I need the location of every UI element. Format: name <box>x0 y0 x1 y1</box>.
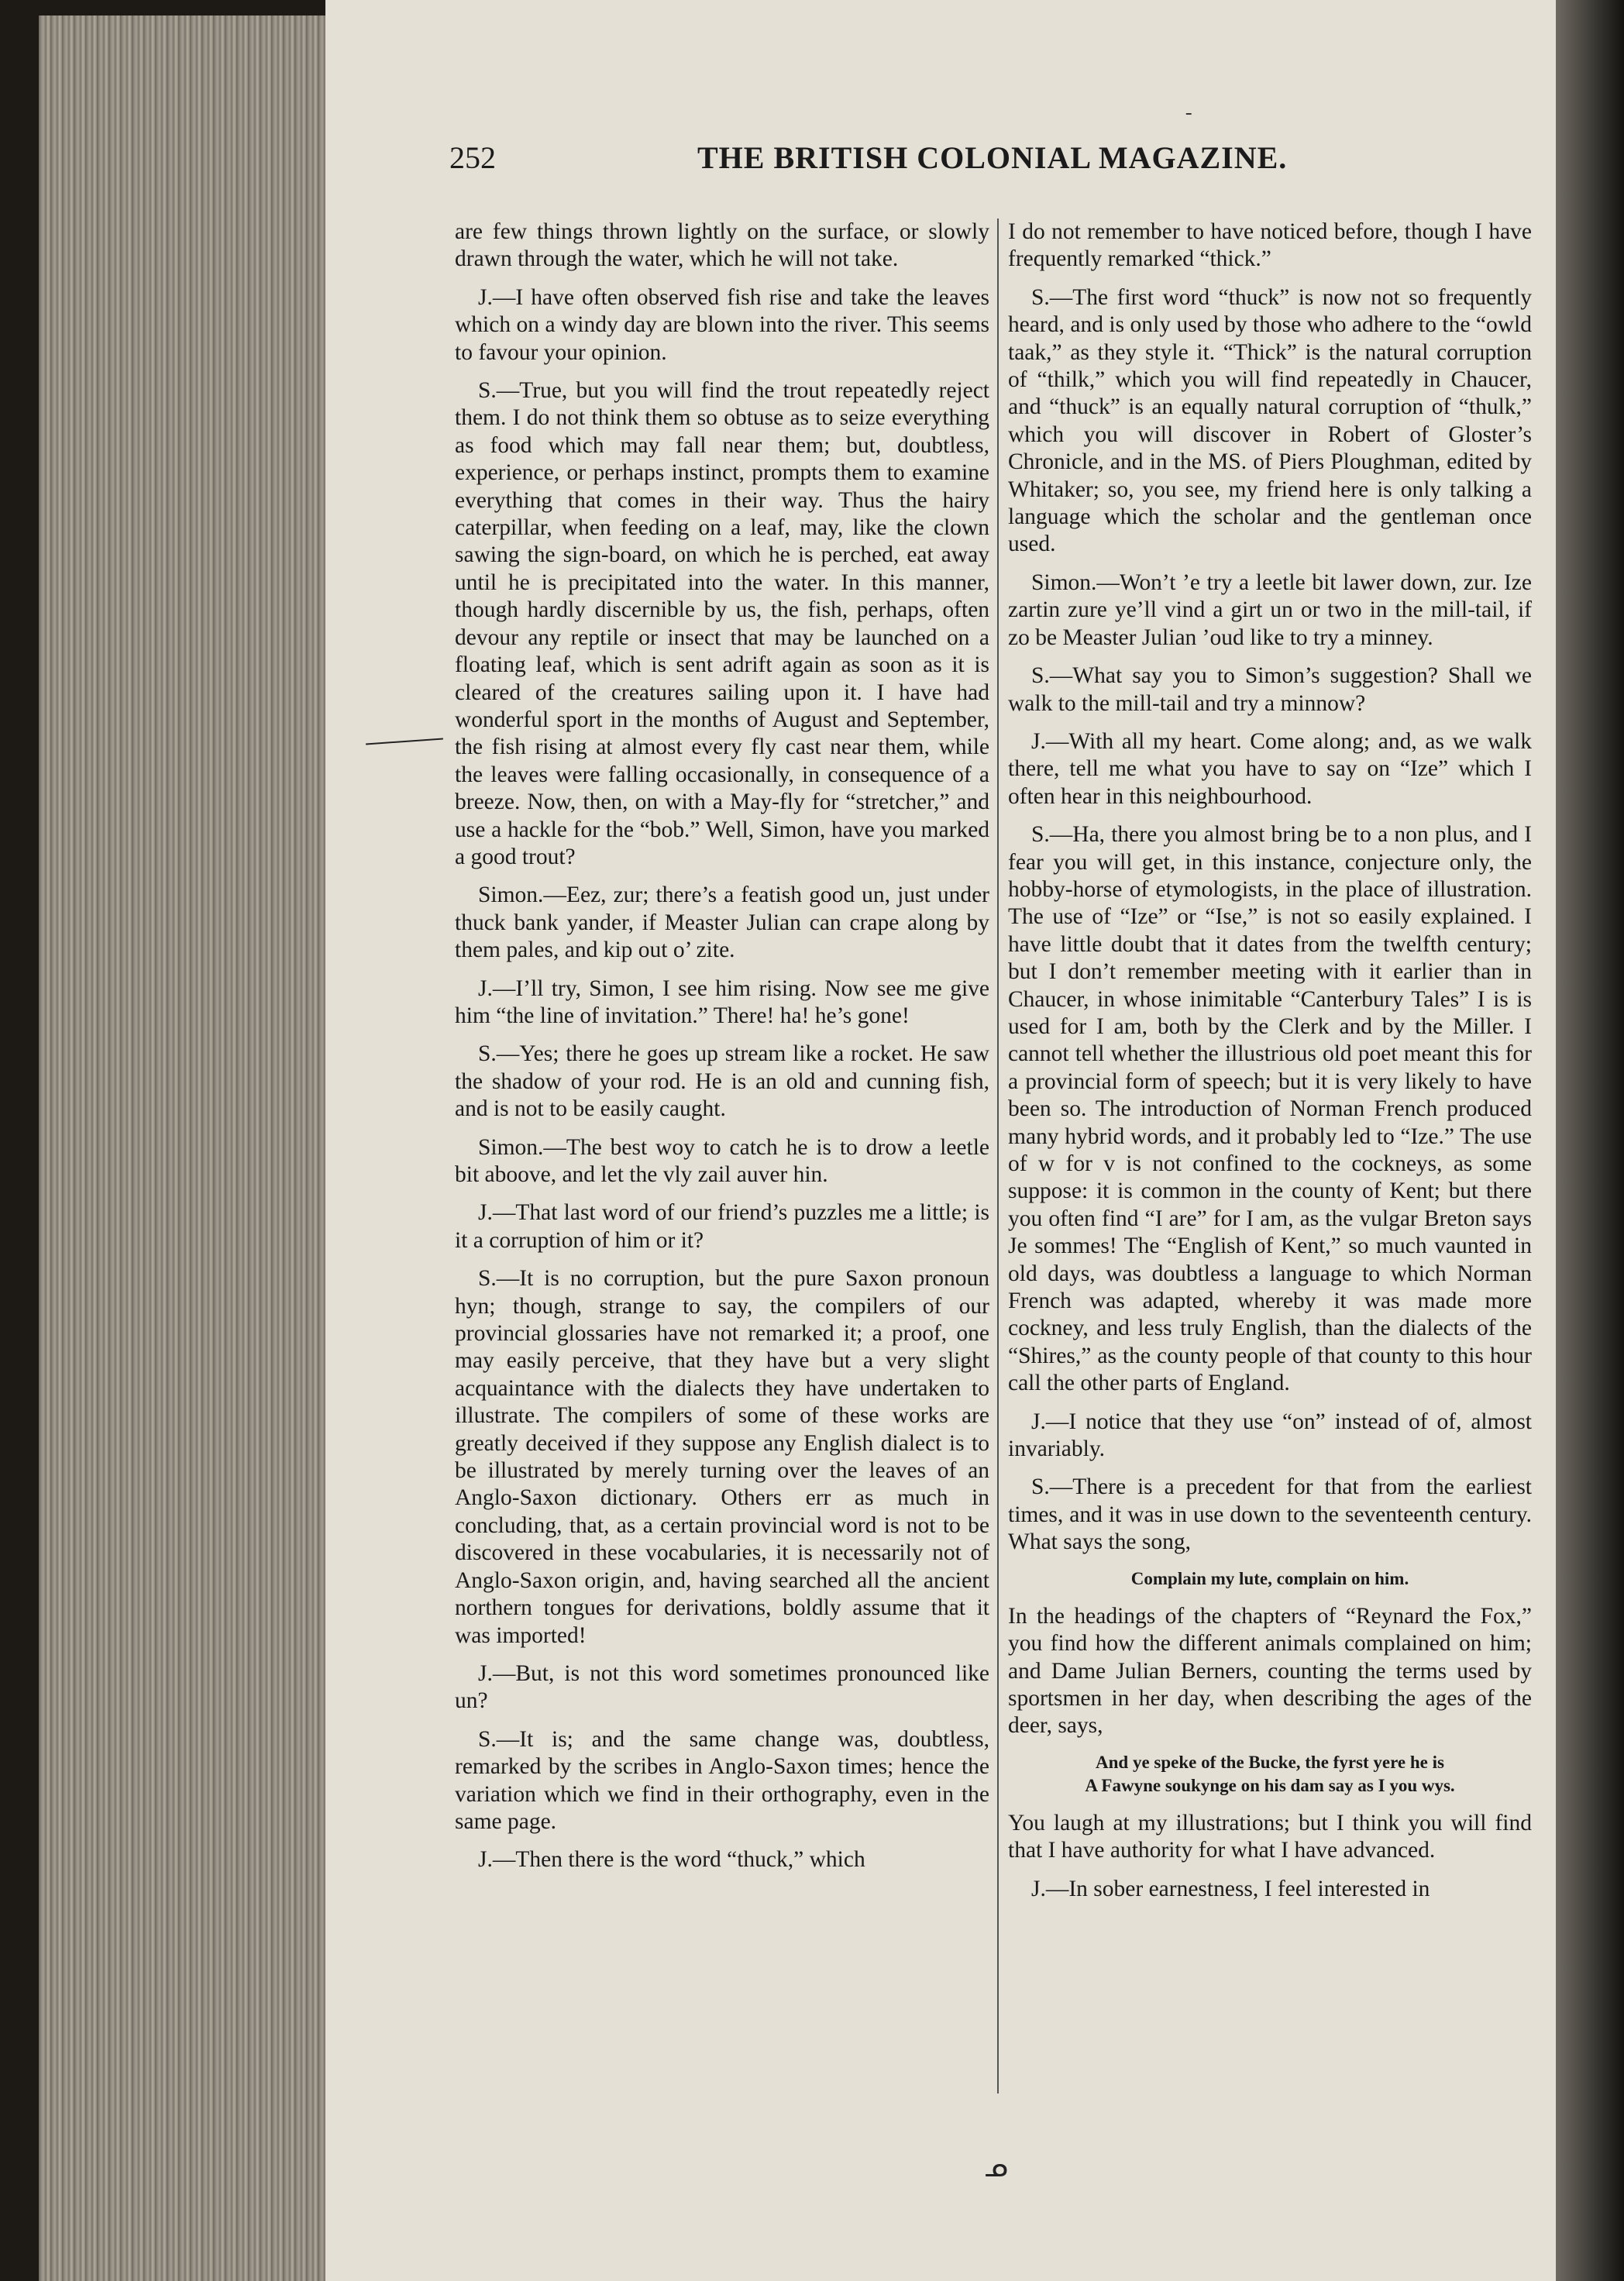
paragraph: S.—True, but you will find the trout repeatedly reject them. I do not think them so obtuse as to seize everything as food which may fall near them; but, doubtless, experience, or perhaps instinct, prompts them to examine everything that comes in their way. Thus the hairy caterpillar, when feeding on a leaf, may, like the clown sawing the sign-board, on which he is perched, eat away until he is precipitated into the water. In this manner, though hardly discernible by us, the fish, perhaps, often devour any reptile or insect that may be launched on a floating leaf, which is sent adrift again as soon as it is cleared of the creatures sailing upon it. I have had wonderful sport in the months of August and September, the fish rising at almost every fly cast near them, while the leaves were falling occasionally, in consequence of a breeze. Now, then, on with a May-fly for “stretcher,” and use a hackle for the “bob.” Well, Simon, have you marked a good trout? <box>455 378 989 869</box>
paragraph: Simon.—The best woy to catch he is to drow a leetle bit aboove, and let the vly zail auver hin. <box>455 1134 989 1187</box>
magazine-title: THE BRITISH COLONIAL MAGAZINE. <box>697 140 1288 175</box>
paragraph: Simon.—Won’t ’e try a leetle bit lawer down, zur. Ize zartin zure ye’ll vind a girt un or two in the mill-tail, if zo be Measter Julian ’oud like to try a minney. <box>1008 569 1532 650</box>
verse-quote <box>1008 1751 1532 1798</box>
paragraph: J.—That last word of our friend’s puzzles me a little; is it a corruption of him or it? <box>455 1200 989 1253</box>
ink-mark-bottom: ᓄ <box>984 2152 1008 2183</box>
paragraph: S.—It is; and the same change was, doubtless, remarked by the scribes in Anglo-Saxon times; hence the variation which we find in their orthography, even in the same page. <box>455 1726 989 1834</box>
paragraph: I do not remember to have noticed before, though I have frequently remarked “thick.” <box>1008 219 1532 272</box>
verse-line: And ye speke of the Bucke, the fyrst yere he is <box>1096 1752 1444 1772</box>
right-column <box>1008 218 1532 1914</box>
paragraph: J.—I’ll try, Simon, I see him rising. Now see me give him “the line of invitation.” There! ha! he’s gone! <box>455 975 989 1028</box>
paragraph: J.—I notice that they use “on” instead of of, almost invariably. <box>1008 1409 1532 1462</box>
paragraph: J.—In sober earnestness, I feel interested in <box>1031 1876 1430 1901</box>
paragraph: S.—There is a precedent for that from the earliest times, and it was in use down to the seventeenth century. What says the song, <box>1008 1474 1532 1555</box>
running-head <box>449 139 1317 186</box>
paragraph: J.—But, is not this word sometimes pronounced like un? <box>455 1660 989 1714</box>
paragraph: You laugh at my illustrations; but I think you will find that I have authority for what I have advanced. <box>1008 1810 1532 1863</box>
paragraph: S.—Ha, there you almost bring be to a non plus, and I fear you will get, in this instance, conjecture only, the hobby-horse of etymologists, in the place of illustration. The use of “Ize” or “Ise,” is not so easily explained. I have little doubt that it dates from the twelfth century; but I don’t remember meeting with it earlier than in Chaucer, in whose inimitable “Canterbury Tales” I is is used for I am, both by the Clerk and by the Miller. I cannot tell whether the illustrious old poet meant this for a provincial form of speech; but it is very likely to have been so. The introduction of Norman French produced many hybrid words, and it probably led to “Ize.” The use of w for v is not confined to the cockneys, as some suppose: it is common in the county of Kent; but there you often find “I are” for I am, as the vulgar Breton says Je sommes! The “English of Kent,” so much vaunted in old days, was doubtless a language to which Norman French was adapted, whereby it was made more cockney, and less truly English, than the dialects of the “Shires,” as the county people of that county to this hour call the other parts of England. <box>1008 822 1532 1396</box>
ink-mark-top: ـ <box>1186 99 1192 119</box>
paragraph: J.—With all my heart. Come along; and, as we walk there, tell me what you have to say on “Ize” which I often hear in this neighbourhood. <box>1008 728 1532 809</box>
page-number: 252 <box>449 140 496 175</box>
paragraph: S.—Yes; there he goes up stream like a rocket. He saw the shadow of your rod. He is an old and cunning fish, and is not to be easily caught. <box>455 1041 989 1122</box>
column-rule <box>997 218 999 2093</box>
verse-line: Complain my lute, complain on him. <box>1130 1568 1409 1588</box>
paragraph: S.—It is no corruption, but the pure Saxon pronoun hyn; though, strange to say, the compilers of our provincial glossaries have not remarked it; a proof, one may easily perceive, that they have but a very slight acquaintance with the dialects they have undertaken to illustrate. The compilers of some of these works are greatly deceived if they suppose any English dialect is to be illustrated by merely turning over the leaves of an Anglo-Saxon dictionary. Others err as much in concluding, that, as a certain provincial word is not to be discovered in these vocabularies, it is necessarily not of Anglo-Saxon origin, and, having searched all the ancient northern tongues for derivations, boldly assume that it was imported! <box>455 1266 989 1648</box>
page-edges <box>39 15 349 2281</box>
verse-line: A Fawyne soukynge on his dam say as I you wys. <box>1085 1775 1455 1795</box>
left-column <box>455 218 989 1885</box>
paragraph: Simon.—Eez, zur; there’s a featish good un, just under thuck bank yander, if Measter Julian can crape along by them pales, and kip out o’ zite. <box>455 882 989 963</box>
paragraph: In the headings of the chapters of “Reynard the Fox,” you find how the different animals complained on him; and Dame Julian Berners, counting the terms used by sportsmen in her day, when describing the ages of the deer, says, <box>1008 1603 1532 1739</box>
paragraph: J.—I have often observed fish rise and take the leaves which on a windy day are blown into the river. This seems to favour your opinion. <box>455 284 989 365</box>
verse-quote <box>1008 1567 1532 1591</box>
paragraph: are few things thrown lightly on the surface, or slowly drawn through the water, which he will not take. <box>455 219 989 272</box>
paragraph: S.—The first word “thuck” is now not so frequently heard, and is only used by those who adhere to the “owld taak,” as they style it. “Thick” is the natural corruption of “thilk,” which you will find repeatedly in Chaucer, and “thuck” is an equally natural corruption of “thulk,” which you will discover in Robert of Gloster’s Chronicle, and in the MS. of Piers Ploughman, edited by Whitaker; so, you see, my friend here is only talking a language which the scholar and the gentleman once used. <box>1008 284 1532 557</box>
paragraph: S.—What say you to Simon’s suggestion? Shall we walk to the mill-tail and try a minnow? <box>1008 663 1532 716</box>
binding-shadow <box>1556 0 1624 2281</box>
paragraph: J.—Then there is the word “thuck,” which <box>478 1847 865 1873</box>
